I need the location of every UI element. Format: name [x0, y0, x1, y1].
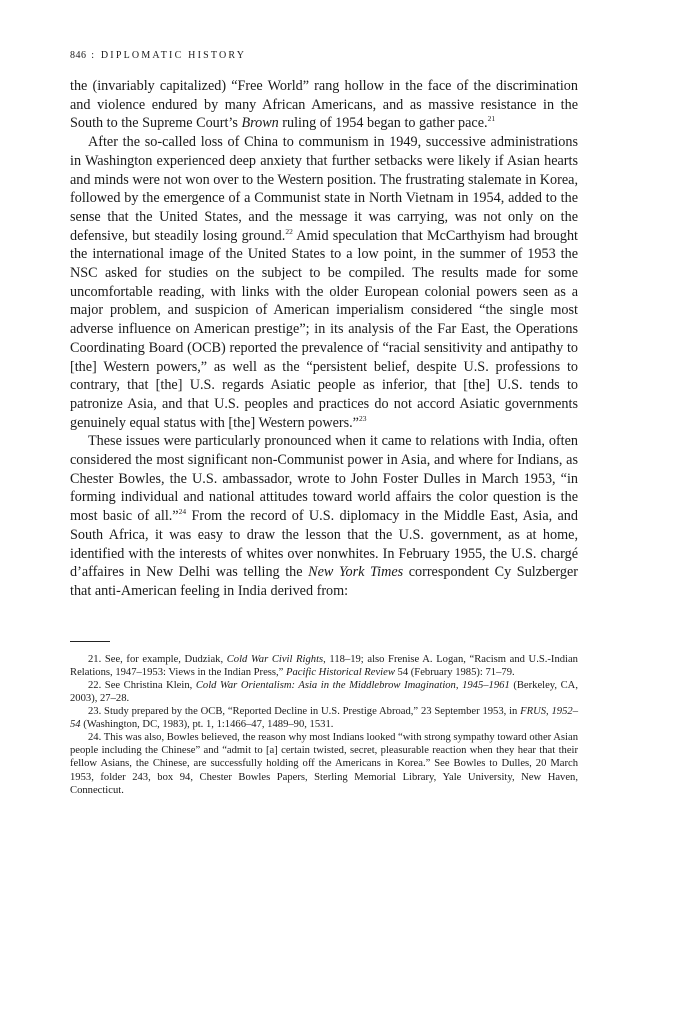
- text-run: These issues were particularly pronounced when it came to relations with India, often considered the most significant non-Communist power in Asia, and where for Indians, as Chester Bowles, the U.S. ambassador, wrote to John Foster Dulles in March 1953, “in forming individual and national attitudes toward world affairs the color question is the most basic of all.”: [70, 433, 578, 525]
- footnote-ref-22[interactable]: 22: [285, 226, 293, 236]
- running-head-separator: :: [86, 50, 101, 61]
- footnotes: [70, 653, 578, 797]
- paragraph-1: [70, 77, 578, 133]
- series-title: FRUS, 1952–54: [70, 706, 578, 731]
- paragraph-3: [70, 432, 578, 600]
- footnote-21: [70, 653, 578, 679]
- book-title: Cold War Orientalism: Asia in the Middlebrow Imagination, 1945–1961: [195, 679, 510, 691]
- journal-title: DIPLOMATIC HISTORY: [100, 50, 247, 61]
- body-text: [70, 77, 578, 601]
- document-page: [70, 50, 578, 797]
- footnote-divider: [70, 641, 110, 642]
- text-run: ruling of 1954 began to gather pace.: [278, 115, 488, 132]
- footnote-22: [70, 679, 578, 705]
- newspaper-title: New York Times: [308, 564, 404, 581]
- text-run: (Washington, DC, 1983), pt. 1, 1:1466–47, 1489–90, 1531.: [80, 719, 334, 731]
- text-run: 54 (February 1985): 71–79.: [394, 666, 515, 678]
- book-title: Cold War Civil Rights: [226, 653, 324, 665]
- footnote-ref-23[interactable]: 23: [358, 413, 367, 423]
- case-name: Brown: [241, 115, 279, 132]
- page-number: 846: [70, 50, 87, 61]
- text-run: (Berkeley, CA, 2003), 27–28.: [70, 679, 578, 704]
- text-run: correspondent Cy Sulzberger that anti-American feeling in India derived from:: [70, 564, 578, 599]
- text-run: 21. See, for example, Dudziak,: [88, 653, 227, 665]
- paragraph-2: [70, 133, 578, 432]
- footnote-ref-21[interactable]: 21: [487, 114, 496, 124]
- text-run: From the record of U.S. diplomacy in the Middle East, Asia, and South Africa, it was easy to draw the lesson that the U.S. government, as at home, identified with the interests of whites over nonwhites. In February 1955, the U.S. chargé d’affaires in New Delhi was telling the: [70, 508, 578, 581]
- running-head: [70, 50, 578, 61]
- footnote-ref-24[interactable]: 24: [178, 507, 187, 517]
- journal-name: Pacific Historical Review: [286, 666, 395, 678]
- footnote-23: [70, 705, 578, 731]
- text-run: , 118–19; also Frenise A. Logan, “Racism and U.S.-Indian Relations, 1947–1953: Views in the Indian Press,”: [70, 653, 578, 678]
- text-run: 24. This was also, Bowles believed, the reason why most Indians looked “with strong sympathy toward other Asian people including the Chinese” and “admit to [a] certain twisted, secret, pleasurable reaction when they hear that their fellow Asians, the Chinese, are successfully holding off the Americans in Korea.” See Bowles to Dulles, 20 March 1953, folder 243, box 94, Chester Bowles Papers, Sterling Memorial Library, Yale University, New Haven, Connecticut.: [70, 732, 578, 796]
- text-run: the (invariably capitalized) “Free World” rang hollow in the face of the discrimination and violence endured by many African Americans, and as massive resistance in the South to the Supreme Court’s: [70, 78, 578, 132]
- footnote-24: [70, 731, 578, 796]
- text-run: Amid speculation that McCarthyism had brought the international image of the United States to a low point, in the summer of 1953 the NSC asked for studies on the subject to be compiled. The results made for some uncomfortable reading, with links with the older European colonial powers seen as a major problem, and suspicion of American imperialism considered “the single most adverse influence on American prestige”; in its analysis of the Far East, the Operations Coordinating Board (OCB) reported the prevalence of “racial sensitivity and antipathy to [the] Western powers,” as well as the “persistent belief, despite U.S. professions to contrary, that [the] U.S. regards Asiatic people as inferior, that [the] U.S. tends to patronize Asia, and that U.S. peoples and practices do not accord Asiatic governments genuinely equal status with [the] Western powers.”: [70, 227, 578, 431]
- text-run: 22. See Christina Klein,: [88, 679, 196, 691]
- text-run: 23. Study prepared by the OCB, “Reported Decline in U.S. Prestige Abroad,” 23 September 1953, in: [88, 706, 521, 718]
- text-run: After the so-called loss of China to communism in 1949, successive administrations in Washington experienced deep anxiety that further setbacks were likely if Asian hearts and minds were not won over to the Western position. The frustrating stalemate in Korea, followed by the emergence of a Communist state in North Vietnam in 1954, added to the sense that the United States, and the message it was carrying, was not only on the defensive, but steadily losing ground.: [70, 134, 578, 244]
